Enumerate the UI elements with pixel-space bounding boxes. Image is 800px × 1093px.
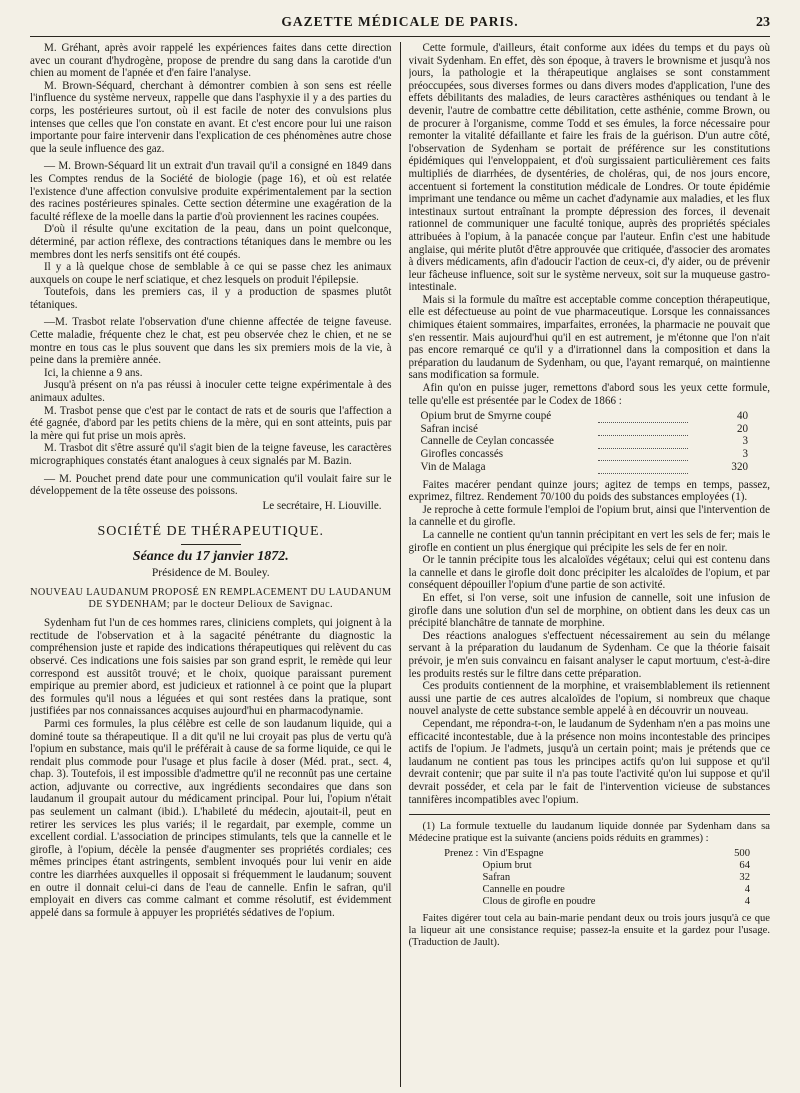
paragraph: Ici, la chienne a 9 ans. <box>44 366 143 379</box>
ingredient-name: Opium brut de Smyrne coupé <box>420 410 552 423</box>
ingredient-name: Safran incisé <box>420 422 478 435</box>
running-header <box>30 14 770 37</box>
paragraph: Ces produits contiennent de la morphine, et vraisemblablement ils retiennent aussi une partie de ces autres alcaloïdes de l'opium, si nombreux que chaque nouvel analyste de cette substance semble appelé à en découvrir un nouveau. <box>408 680 770 718</box>
column-divider <box>400 42 401 1087</box>
paragraph: La cannelle ne contient qu'un tannin précipitant en vert les sels de fer; mais le girofle en contient un plus énergique qui précipite les sels de fer en noir. <box>408 529 770 554</box>
table-row <box>409 884 771 896</box>
ingredient-name: Clous de girofle en poudre <box>482 896 596 908</box>
text-columns <box>30 42 770 1087</box>
paragraph: M. Gréhant, après avoir rappelé les expériences faites dans cette direction avec un courant d'hydrogène, propose de prendre du sang dans la carotide d'un chien au moment de l'apnée et d'en faire l'analyse. <box>30 42 392 80</box>
ingredient-name: Opium brut <box>482 859 532 871</box>
footnote-text: (1) La formule textuelle du laudanum liquide donnée par Sydenham dans sa Médecine pratique est la suivante (anciens poids réduits en grammes) : <box>408 821 770 845</box>
paragraph: —M. Trasbot relate l'observation d'une chienne affectée de teigne faveuse. Cette maladie, fréquente chez le chat, est peu observée chez le chien, et ne se montre en tous cas le plus souvent que dans les six premiers mois de la vie, à peine dans la première année. <box>30 316 392 367</box>
paragraph: Toutefois, dans les premiers cas, il y a production de spasmes plutôt tétaniques. <box>30 286 392 311</box>
article-subheading: NOUVEAU LAUDANUM PROPOSÉ EN REMPLACEMENT DU LAUDANUM DE SYDENHAM; par le docteur Delioux de Savignac. <box>30 587 392 611</box>
ingredient-name: Girofles concassés <box>420 448 504 460</box>
ingredient-qty: 40 <box>736 410 748 423</box>
ingredient-qty: 500 <box>734 847 750 859</box>
secretary-signature: Le secrétaire, H. Liouville. <box>262 499 382 512</box>
ingredient-qty: 3 <box>742 448 748 460</box>
right-column <box>409 42 771 1087</box>
paragraph: Parmi ces formules, la plus célèbre est celle de son laudanum liquide, qui a dominé toute sa thérapeutique. Il a dit qu'il ne lui croyait pas plus de vertu qu'à l'opium en substance, mais qu'il le préférait à cause de sa forme liquide, ce qui le rendait plus commode pour l'usage et plus facile à doser (Méd. prat., sect. 4, chap. 3). Toutefois, il est impossible d'admettre qu'il ne reconnût pas une certaine action, adjuvante ou corrective, aux ingrédients secondaires que dans son laudanum il groupait autour du médicament principal. Pour lui, l'opium n'était pas seulement un calmant (ibid.). L'habileté du médecin, ajoutait-il, peut en retirer les services les plus variés; il le regardait, par exemple, comme un excellent cordial. L'association de principes stimulants, tels que la cannelle et le girofle, à l'opium, décèle la pensée d'augmenter ses propriétés cordiales; ces mêmes principes étant astringents, semblent invoqués pour lui venir en aide contre les diarrhées auxquelles il opposait si fréquemment le laudanum; souvent en outre il donnait celui-ci dans de l'eau de cannelle. Enfin le safran, qu'il employait en divers cas comme calmant et comme résolutif, est évidemment appelé dans sa formule à appuyer les propriétés sédatives de l'opium. <box>30 717 392 919</box>
session-date: Séance du 17 janvier 1872. <box>132 548 289 564</box>
ingredient-qty: 32 <box>739 871 750 883</box>
table-row <box>409 435 771 448</box>
paragraph: Cependant, me répondra-t-on, le laudanum de Sydenham n'en a pas moins une efficacité incontestable, due à la présence non moins incontestable des principes actifs de l'opium. Je l'admets, jusqu'à un certain point; mais je prétends que ce laudanum ne contient pas tous les principes actifs qu'on lui suppose et qu'il devrait contenir; que par suite il n'a pas toute l'activité qu'on lui suppose et qu'il devrait posséder, et cela par le fait de l'intervention vicieuse de substances tannifères incompatibles avec l'opium. <box>408 717 770 806</box>
paragraph: Mais si la formule du maître est acceptable comme conception thérapeutique, elle est défectueuse au point de vue pharmaceutique. Lorsque les connaissances chimiques étaient sommaires, imparfaites, erronées, la pharmacie ne pouvait que s'en ressentir. Mais aujourd'hui qu'il en est autrement, je m'étonne que l'on n'ait pas encore remarqué ce qu'il y a d'irrationnel dans la composition et dans la préparation du laudanum de Sydenham, ou que, l'ayant remarqué, on maintienne sans modification sa formule. <box>408 293 770 382</box>
table-row <box>409 423 771 436</box>
codex-recipe-table <box>409 410 771 473</box>
paragraph: Jusqu'à présent on n'a pas réussi à inoculer cette teigne expérimentale à des animaux adultes. <box>30 379 392 405</box>
paragraph: Cette formule, d'ailleurs, était conforme aux idées du temps et du pays où vivait Sydenham. En effet, dès son époque, à travers le brownisme et jusqu'à nos jours, la pathologie et la thérapeutique anglaises se sont constamment préoccupées, sous diverses formes ou dans divers modes d'application, l'une des effets débilitants des maladies, de leurs caractères asthéniques ou tendant à le devenir, l'autre de combattre cette débilitation, cette asthénie, comme Brown, ou de procurer à l'organisme, comme Todd et ses émules, la force nécessaire pour remonter la vitalité défaillante et faire les frais de la guérison. D'un autre côté, l'observation de Sydenham se portait de préférence sur les constitutions épidémiques qui l'enveloppaient, et d'où surgissaient particulièrement ces faits multipliés de diarrhées, de dysentéries, de choléras, qui, de nos jours encore, accentuent si fortement la constitution médicale de Londres. Or toute épidémie imprimant une tendance ou même un cachet d'adynamie aux maladies, et les flux intestinaux surtout entraînant la prompte dépression des forces, il devenait rationnel de communiquer une faculté tonique, auprès des propriétés spéciales attribuées à l'opium, à la panacée conçue par l'auteur. Enfin c'est une habitude anglaise, qui mérite plutôt d'être approuvée que critiquée, d'associer des aromates à divers médicaments, afin d'adoucir l'action de ceux-ci, d'y aider, ou de prévenir leur fâcheuse influence, soit sur le système nerveux, soit sur la muqueuse gastro-intestinale. <box>408 42 770 294</box>
paragraph: Sydenham fut l'un de ces hommes rares, cliniciens complets, qui joignent à la rectitude de l'observation et à la sagacité pénétrante du diagnostic la compréhension juste et rapide des indications thérapeutiques qui relèvent du cas observé. Ces indications une fois saisies par son grand esprit, le remède qui leur correspond est aussitôt trouvé; et le choix, quoique paraissant purement empirique au premier abord, est judicieux et rationnel à ce point que la plupart des formules qu'il nous a léguées et qui sont restées dans la pratique, sont justifiées par nos connaissances acquises aujourd'hui en pharmacodynamie. <box>30 617 392 718</box>
ingredient-name: Cannelle en poudre <box>482 884 565 896</box>
footnote-text: Faites digérer tout cela au bain-marie pendant deux ou trois jours jusqu'à ce que la liqueur ait une consistance requise; passez-la ensuite et la gardez pour l'usage. (Traduction de Jault). <box>408 912 770 948</box>
divider <box>181 544 241 545</box>
ingredient-name: Safran <box>482 871 511 883</box>
table-row <box>409 860 771 872</box>
paragraph: Des réactions analogues s'effectuent nécessairement au sein du mélange servant à la préparation du laudanum de Sydenham. Ce que la théorie faisait prévoir, je m'en suis convaincu en faisant analyser le caput mortuum, c'est-à-dire les produits restés sur le filtre dans cette préparation. <box>408 629 770 680</box>
paragraph: M. Brown-Séquard, cherchant à démontrer combien à son sens est réelle l'influence du système nerveux, rappelle que dans l'asphyxie il y a des parties du corps, les postérieures surtout, où il est facile de noter des convulsions plus intenses que celles que l'on constate en avant. Et c'est encore pour lui une raison importante pour faire intervenir dans l'explication de ces phénomènes autre chose que la seule influence des gaz. <box>30 79 392 155</box>
table-row <box>409 461 771 474</box>
paragraph: En effet, si l'on verse, soit une infusion de cannelle, soit une infusion de girofle dans une solution d'un sel de morphine, on obtient dans les deux cas un précipité blanchâtre de tannate de morphine. <box>408 592 770 630</box>
ingredient-qty: 4 <box>744 884 750 896</box>
paragraph: Afin qu'on en puisse juger, remettons d'abord sous les yeux cette formule, telle qu'elle est présentée par le Codex de 1866 : <box>408 382 770 407</box>
paragraph: Or le tannin précipite tous les alcaloïdes végétaux; celui qui est contenu dans la cannelle et dans le girofle doit donc précipiter les alcaloïdes de l'opium, et par conséquent dépouiller l'opium d'une partie de son activité. <box>408 554 770 592</box>
ingredient-qty: 320 <box>731 460 748 473</box>
ingredient-name: Vin d'Espagne <box>482 847 544 859</box>
paragraph: D'où il résulte qu'une excitation de la peau, dans un point quelconque, déterminé, par action réflexe, des contractions tétaniques dans le membre ou les membres dont les nerfs sensitifs ont été coupés. <box>30 223 392 261</box>
table-row <box>409 410 771 423</box>
page-number: 23 <box>756 15 770 30</box>
presidency-line: Présidence de M. Bouley. <box>151 566 270 579</box>
paragraph: Il y a là quelque chose de semblable à ce qui se passe chez les animaux auxquels on coupe le nerf sciatique, et chez lesquels on produit l'épilepsie. <box>30 261 392 286</box>
journal-title: GAZETTE MÉDICALE DE PARIS. <box>281 14 519 29</box>
paragraph: M. Trasbot pense que c'est par le contact de rats et de souris que l'affection a été gagnée, d'abord par les petits chiens de la mère, qui en sont atteints, puis par la mère qui fut prise un mois après. <box>30 404 392 442</box>
ingredient-name: Vin de Malaga <box>420 460 486 473</box>
paragraph: Je reproche à cette formule l'emploi de l'opium brut, ainsi que l'intervention de la cannelle et du girofle. <box>408 503 770 529</box>
footnote-divider <box>409 814 771 815</box>
ingredient-qty: 20 <box>736 422 748 435</box>
table-row <box>409 872 771 884</box>
paragraph: M. Trasbot dit s'être assuré qu'il s'agit bien de la teigne faveuse, les caractères micrographiques constatés étant analogues à ceux signalés par M. Bazin. <box>30 442 392 467</box>
paragraph: Faites macérer pendant quinze jours; agitez de temps en temps, passez, exprimez, filtrez. Rendement 70/100 du poids des substances employées (1). <box>408 478 770 504</box>
paragraph: — M. Pouchet prend date pour une communication qu'il voulait faire sur le développement de la tête osseuse des poissons. <box>30 472 392 498</box>
ingredient-qty: 3 <box>742 435 748 448</box>
left-column <box>30 42 392 1087</box>
prenez-label: Prenez : <box>444 847 479 859</box>
table-row <box>409 896 771 908</box>
ingredient-qty: 4 <box>744 896 750 908</box>
paragraph: — M. Brown-Séquard lit un extrait d'un travail qu'il a consigné en 1849 dans les Comptes rendus de la Société de biologie (page 16), et où est relatée l'existence d'une affection convulsive produite expérimentalement par la section des racines postérieures spinales. Cette section détermine une exagération de la faculté réflexe de la moelle dans la partie d'où proviennent les racines coupées. <box>30 160 392 223</box>
society-heading: SOCIÉTÉ DE THÉRAPEUTIQUE. <box>97 524 325 540</box>
table-row <box>409 448 771 461</box>
table-row <box>409 848 771 860</box>
ingredient-name: Cannelle de Ceylan concassée <box>420 435 554 448</box>
footnote-recipe-table <box>409 848 771 909</box>
ingredient-qty: 64 <box>739 859 750 871</box>
